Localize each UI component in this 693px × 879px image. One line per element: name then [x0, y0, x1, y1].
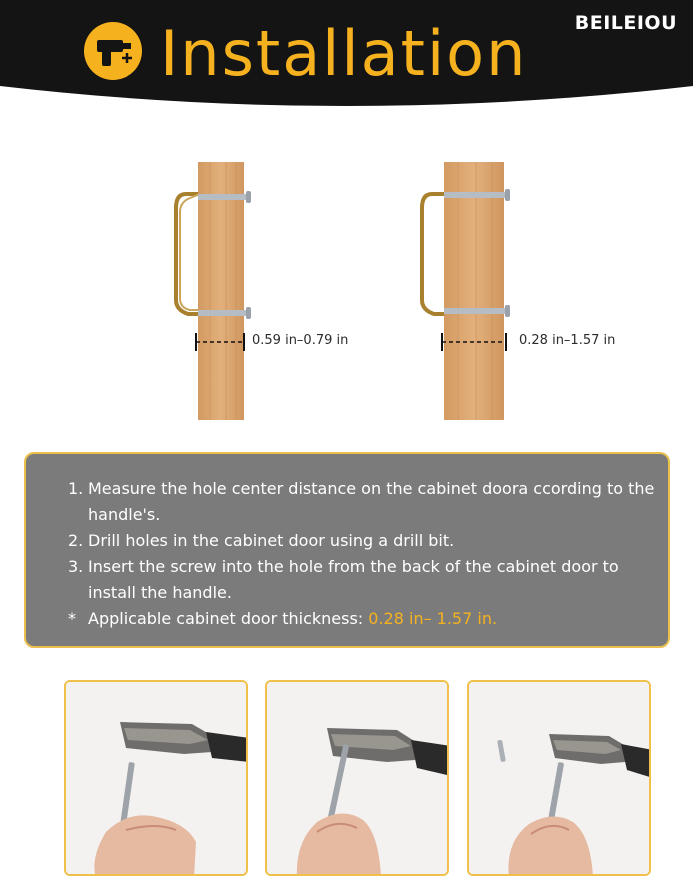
pliers-and-screw-photo	[64, 680, 248, 876]
brand-logo: BEILEIOU	[574, 12, 677, 34]
handle-mount-diagram-thin	[170, 150, 260, 422]
step-text: Measure the hole center distance on the cabinet doora ccording to the handle's.	[88, 479, 655, 524]
step-text: Drill holes in the cabinet door using a drill bit.	[88, 531, 455, 550]
pliers-cutting-screw-photo	[265, 680, 449, 876]
note-marker: *	[68, 609, 76, 628]
step-text: Insert the screw into the hole from the back of the cabinet door to install the handle.	[88, 557, 619, 602]
page-title: Installation	[160, 17, 528, 90]
thickness-note	[68, 606, 658, 632]
instruction-step	[68, 476, 658, 528]
handle-mount-diagram-thick	[414, 150, 514, 422]
installation-photos	[0, 680, 693, 879]
pliers-screw-cut-photo	[467, 680, 651, 876]
step-number: 1.	[68, 479, 84, 498]
measurement-label: 0.59 in–0.79 in	[252, 333, 349, 348]
note-text	[68, 606, 658, 632]
instructions-panel	[24, 452, 670, 648]
handle-mount-diagram	[170, 150, 260, 422]
step-number: 3.	[68, 557, 84, 576]
installation-diagrams	[0, 150, 693, 440]
instruction-step	[68, 528, 658, 554]
measurement-label: 0.28 in–1.57 in	[519, 333, 616, 348]
instruction-step	[68, 554, 658, 606]
note-label: Applicable cabinet door thickness:	[88, 609, 369, 628]
step-number: 2.	[68, 531, 84, 550]
drill-plus-icon	[82, 20, 144, 82]
header-banner	[0, 0, 693, 112]
handle-mount-diagram	[414, 150, 514, 422]
thickness-range: 0.28 in– 1.57 in.	[368, 609, 498, 628]
